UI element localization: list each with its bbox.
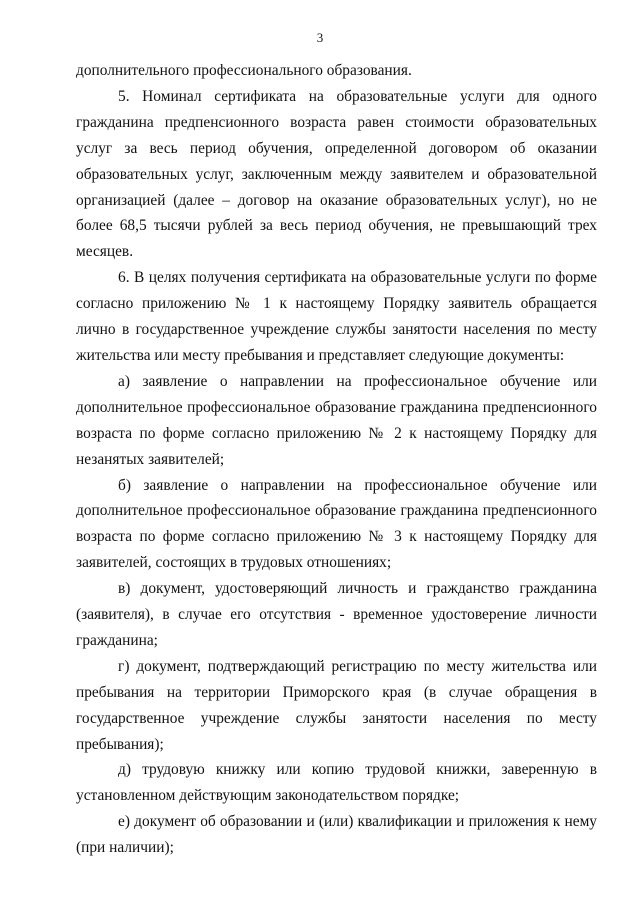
paragraph-subitem-b: б) заявление о направлении на профессиональное обучение или дополнительное профессиональное образование гражданина предпенсионного возраста по форме согласно приложению № 3 к настоящему Порядку для заявителей, состоящих в трудовых отношениях; (76, 476, 597, 572)
paragraph-subitem-g: г) документ, подтверждающий регистрацию по месту жительства или пребывания на территории Приморского края (в случае обращения в государственное учреждение службы занятости населения по месту пребывания); (76, 657, 597, 753)
paragraph-subitem-v: в) документ, удостоверяющий личность и гражданство гражданина (заявителя), в случае его отсутствия - временное удостоверение личности гражданина; (76, 580, 597, 649)
page-number: 3 (316, 30, 324, 45)
paragraph-subitem-d: д) трудовую книжку или копию трудовой книжки, заверенную в установленном действующим законодательством порядке; (76, 761, 597, 805)
paragraph-subitem-e: е) документ об образовании и (или) квалификации и приложения к нему (при наличии); (76, 813, 597, 857)
paragraph-subitem-a: а) заявление о направлении на профессиональное обучение или дополнительное профессиональное образование гражданина предпенсионного возраста по форме согласно приложению № 2 к настоящему Порядку для незанятых заявителей; (76, 372, 597, 468)
paragraph-continuation: дополнительного профессионального образования. (76, 62, 412, 79)
paragraph-item-6: 6. В целях получения сертификата на образовательные услуги по форме согласно приложению № 1 к настоящему Порядку заявитель обращается лично в государственное учреждение службы занятости населения по месту жительства или месту пребывания и представляет следующие документы: (76, 269, 597, 364)
document-body (76, 58, 597, 861)
paragraph-item-5: 5. Номинал сертификата на образовательные услуги для одного гражданина предпенсионного возраста равен стоимости образовательных услуг за весь период обучения, определенной договором об оказании образовательных услуг, заключенным между заявителем и образовательной организацией (далее – договор на оказание образовательных услуг), но не более 68,5 тысячи рублей за весь период обучения, не превышающий трех месяцев. (76, 87, 597, 261)
